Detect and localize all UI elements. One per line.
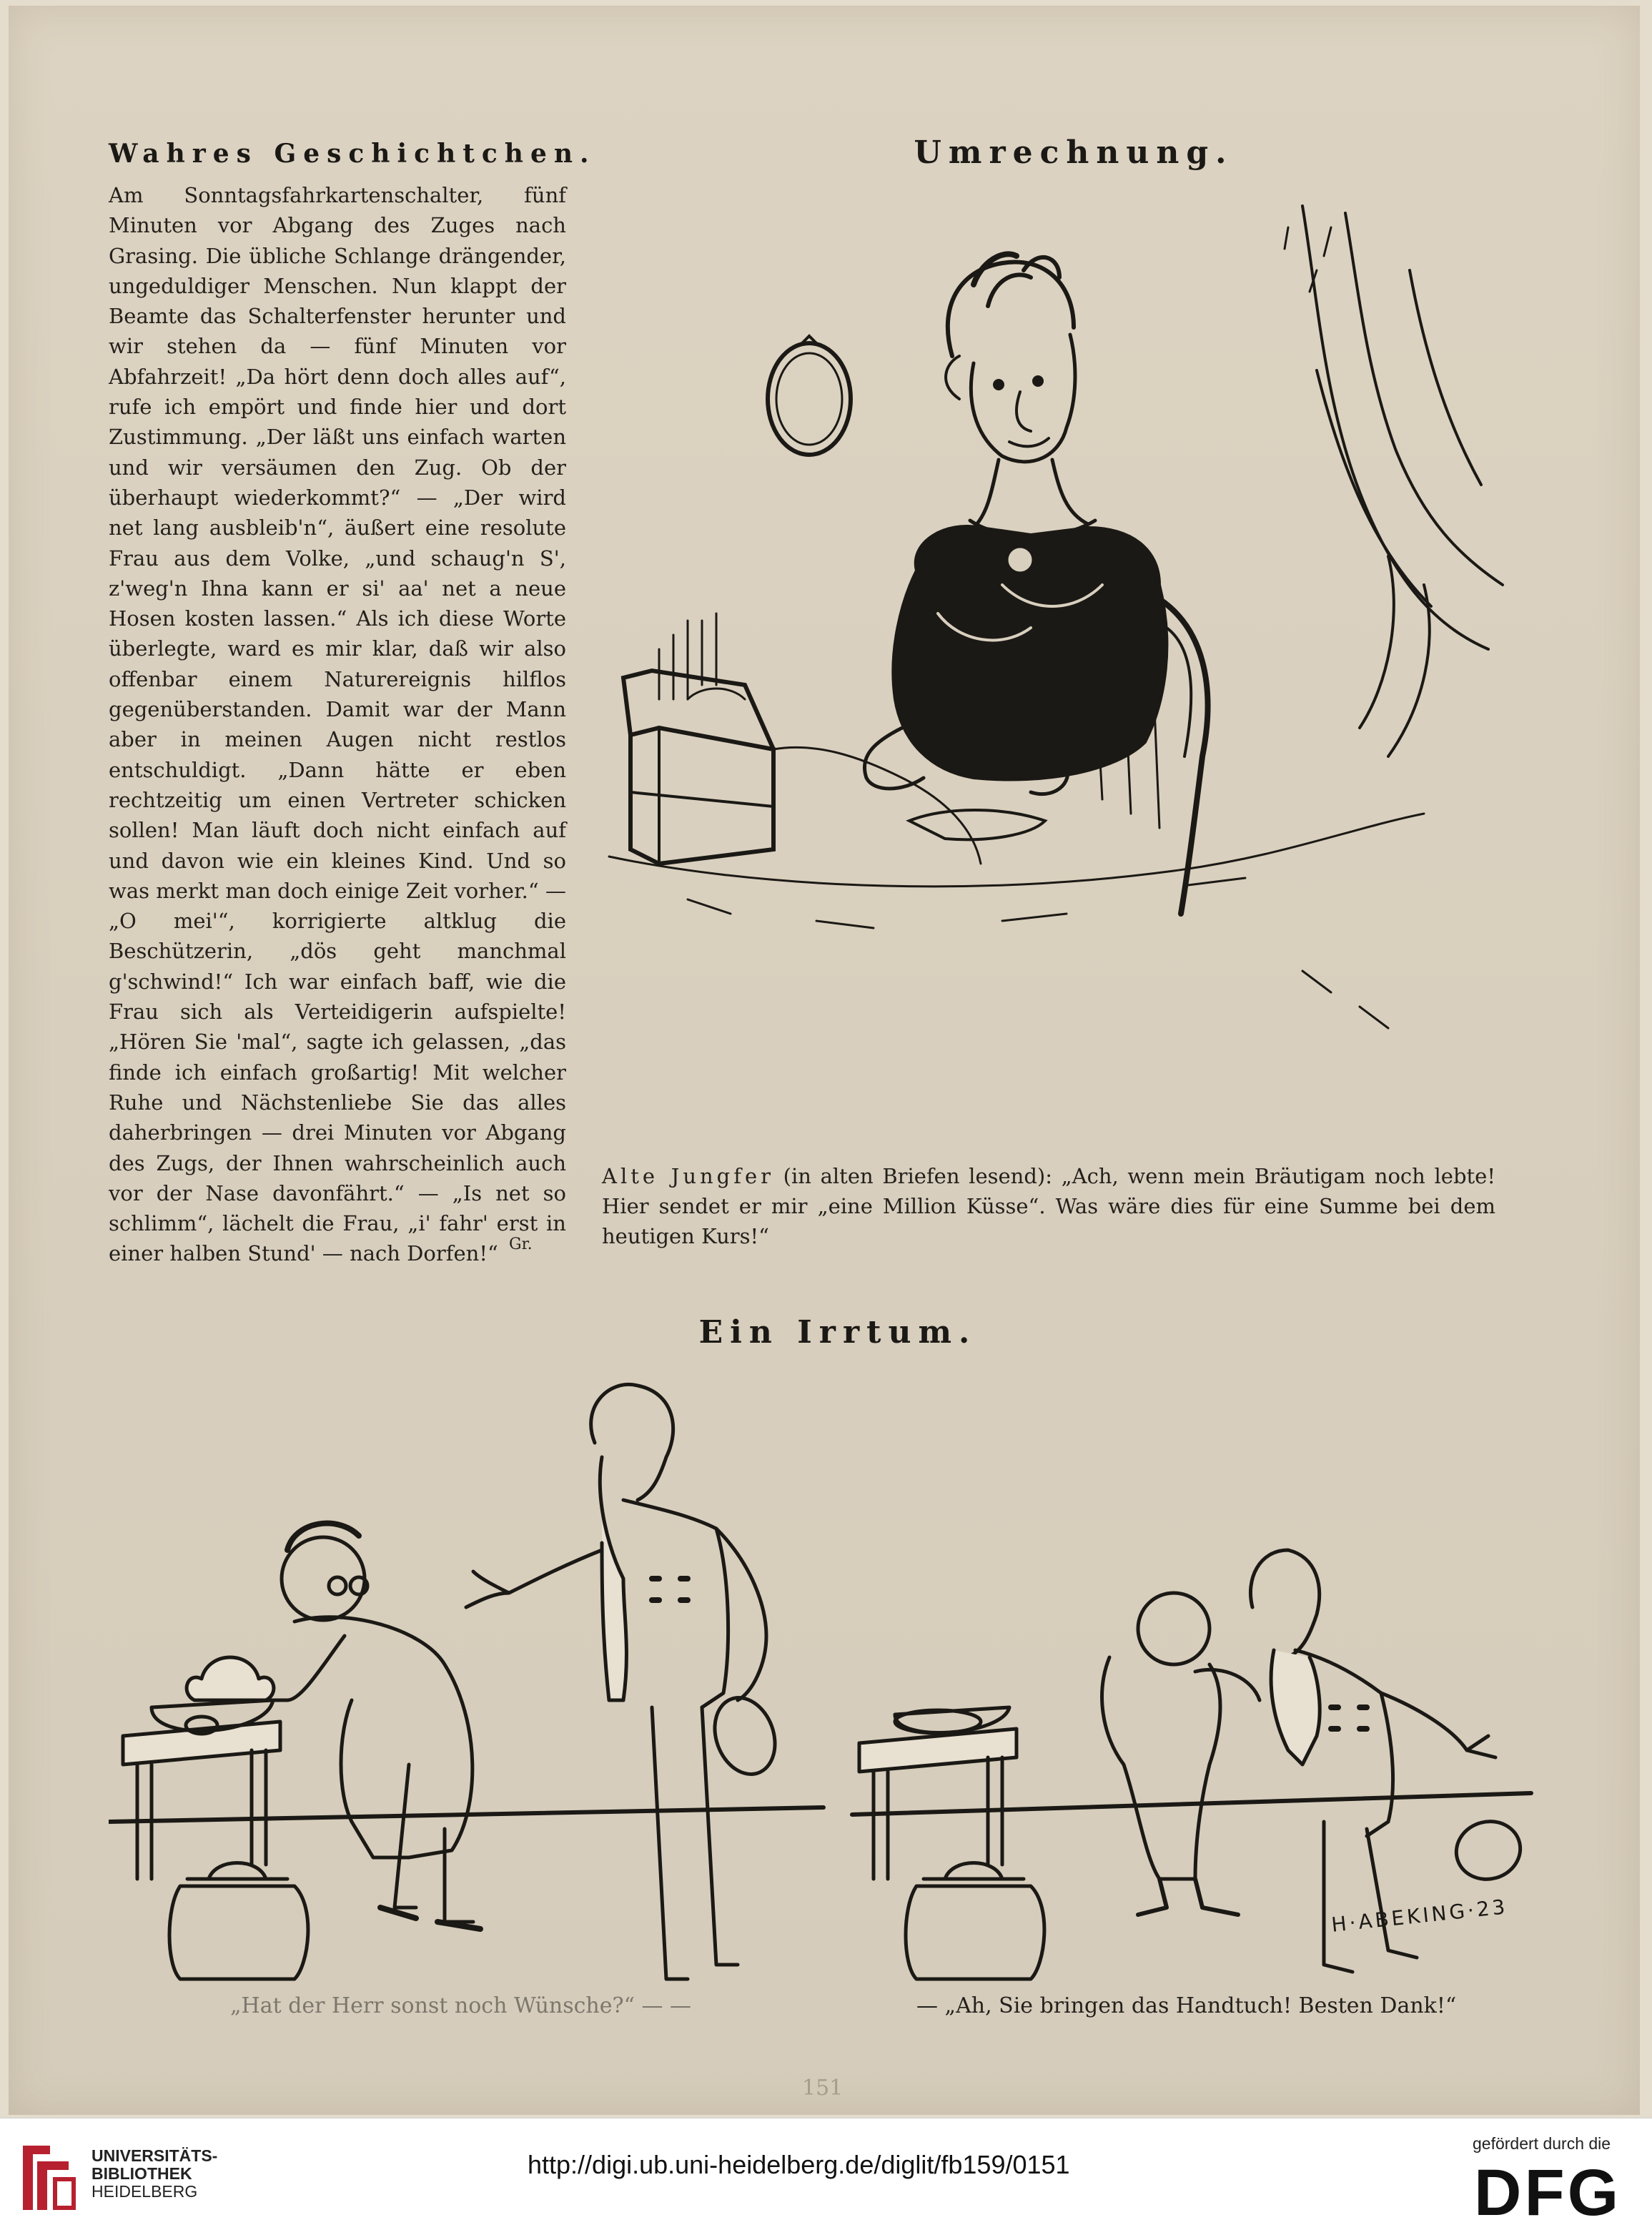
funded-by-label: gefördert durch die: [1473, 2134, 1611, 2153]
source-url-link[interactable]: http://digi.ub.uni-heidelberg.de/diglit/fb159/0151: [528, 2150, 1070, 2179]
cartoon2-title: Ein Irrtum.: [698, 1314, 977, 1351]
cartoon-washstand-illustration: [109, 1364, 1538, 1986]
caption-speaker: Alte Jungfer: [602, 1164, 775, 1188]
library-name[interactable]: [91, 2147, 217, 2201]
story-text: Am Sonntagsfahrkartenschalter, fünf Minuten vor Abgang des Zuges nach Grasing. Die übliche Schlange drängender, ungeduldiger Menschen. Nun klappt der Beamte das Schalterfenster herunter und wir stehen da — fünf Minuten vor Abfahrzeit! „Da hört denn doch alles auf“, rufe ich empört und finde hier und dort Zustimmung. „Der läßt uns einfach warten und wir versäumen den Zug. Ob der überhaupt wiederkommt?“ — „Der wird net lang ausbleib'n“, äußert eine resolute Frau aus dem Volke, „und schaug'n S', z'weg'n Ihna kann er si' aa' net a neue Hosen kosten lassen.“ Als ich diese Worte überlegte, ward es mir klar, daß wir also offenbar einem Naturereignis hilflos gegenüberstanden. Damit war der Mann aber in meinen Augen nicht restlos entschuldigt. „Dann hätte er eben rechtzeitig um einen Vertreter schicken sollen! Man läuft doch nicht einfach auf und davon wie ein kleines Kind. Und so was merkt man doch einige Zeit vorher.“ — „O mei'“, korrigierte altklug die Beschützerin, „dös geht manchmal g'schwind!“ Ich war einfach baff, wie die Frau sich als Verteidigerin aufspielte! „Hören Sie 'mal“, sagte ich gelassen, „das finde ich einfach großartig! Mit welcher Ruhe und Nächstenliebe Sie das alles daherbringen — drei Minuten vor Abgang des Zugs, der Ihnen wahrscheinlich auch vor der Nase davonfährt.“ — „Is net so schlimm“, lächelt die Frau, „i' fahr' erst in einer halben Stund' — nach Dorfen!“: [109, 183, 566, 1266]
caption-text: (in alten Briefen lesend): „Ach, wenn mein Bräutigam noch lebte! Hier sendet er mir „eine Million Küsse“. Was wäre dies für eine Summe bei dem heutigen Kurs!“: [602, 1164, 1495, 1248]
story-title: Wahres Geschichtchen.: [109, 139, 596, 169]
library-name-line2: BIBLIOTHEK: [91, 2164, 192, 2183]
cartoon2-caption-left: „Hat der Herr sonst noch Wünsche?“ — —: [230, 1993, 691, 2018]
dfg-logo[interactable]: DFG: [1474, 2156, 1622, 2229]
magazine-page: [9, 6, 1640, 2115]
cartoon1-caption: [602, 1161, 1495, 1251]
cartoon-old-spinster-illustration: [602, 184, 1545, 1143]
cartoon1-title: Umrechnung.: [914, 134, 1234, 171]
page-number: 151: [802, 2076, 844, 2101]
story-signature: Gr.: [509, 1235, 533, 1253]
cartoon2-caption-right: — „Ah, Sie bringen das Handtuch! Besten Dank!“: [916, 1993, 1457, 2018]
digitization-footer: [0, 2118, 1652, 2240]
library-name-line1: UNIVERSITÄTS-: [91, 2146, 218, 2165]
library-logo-icon[interactable]: [19, 2138, 79, 2217]
library-name-line3: HEIDELBERG: [91, 2182, 198, 2201]
artist-signature: H·ABEKING·23: [1330, 1895, 1509, 1937]
